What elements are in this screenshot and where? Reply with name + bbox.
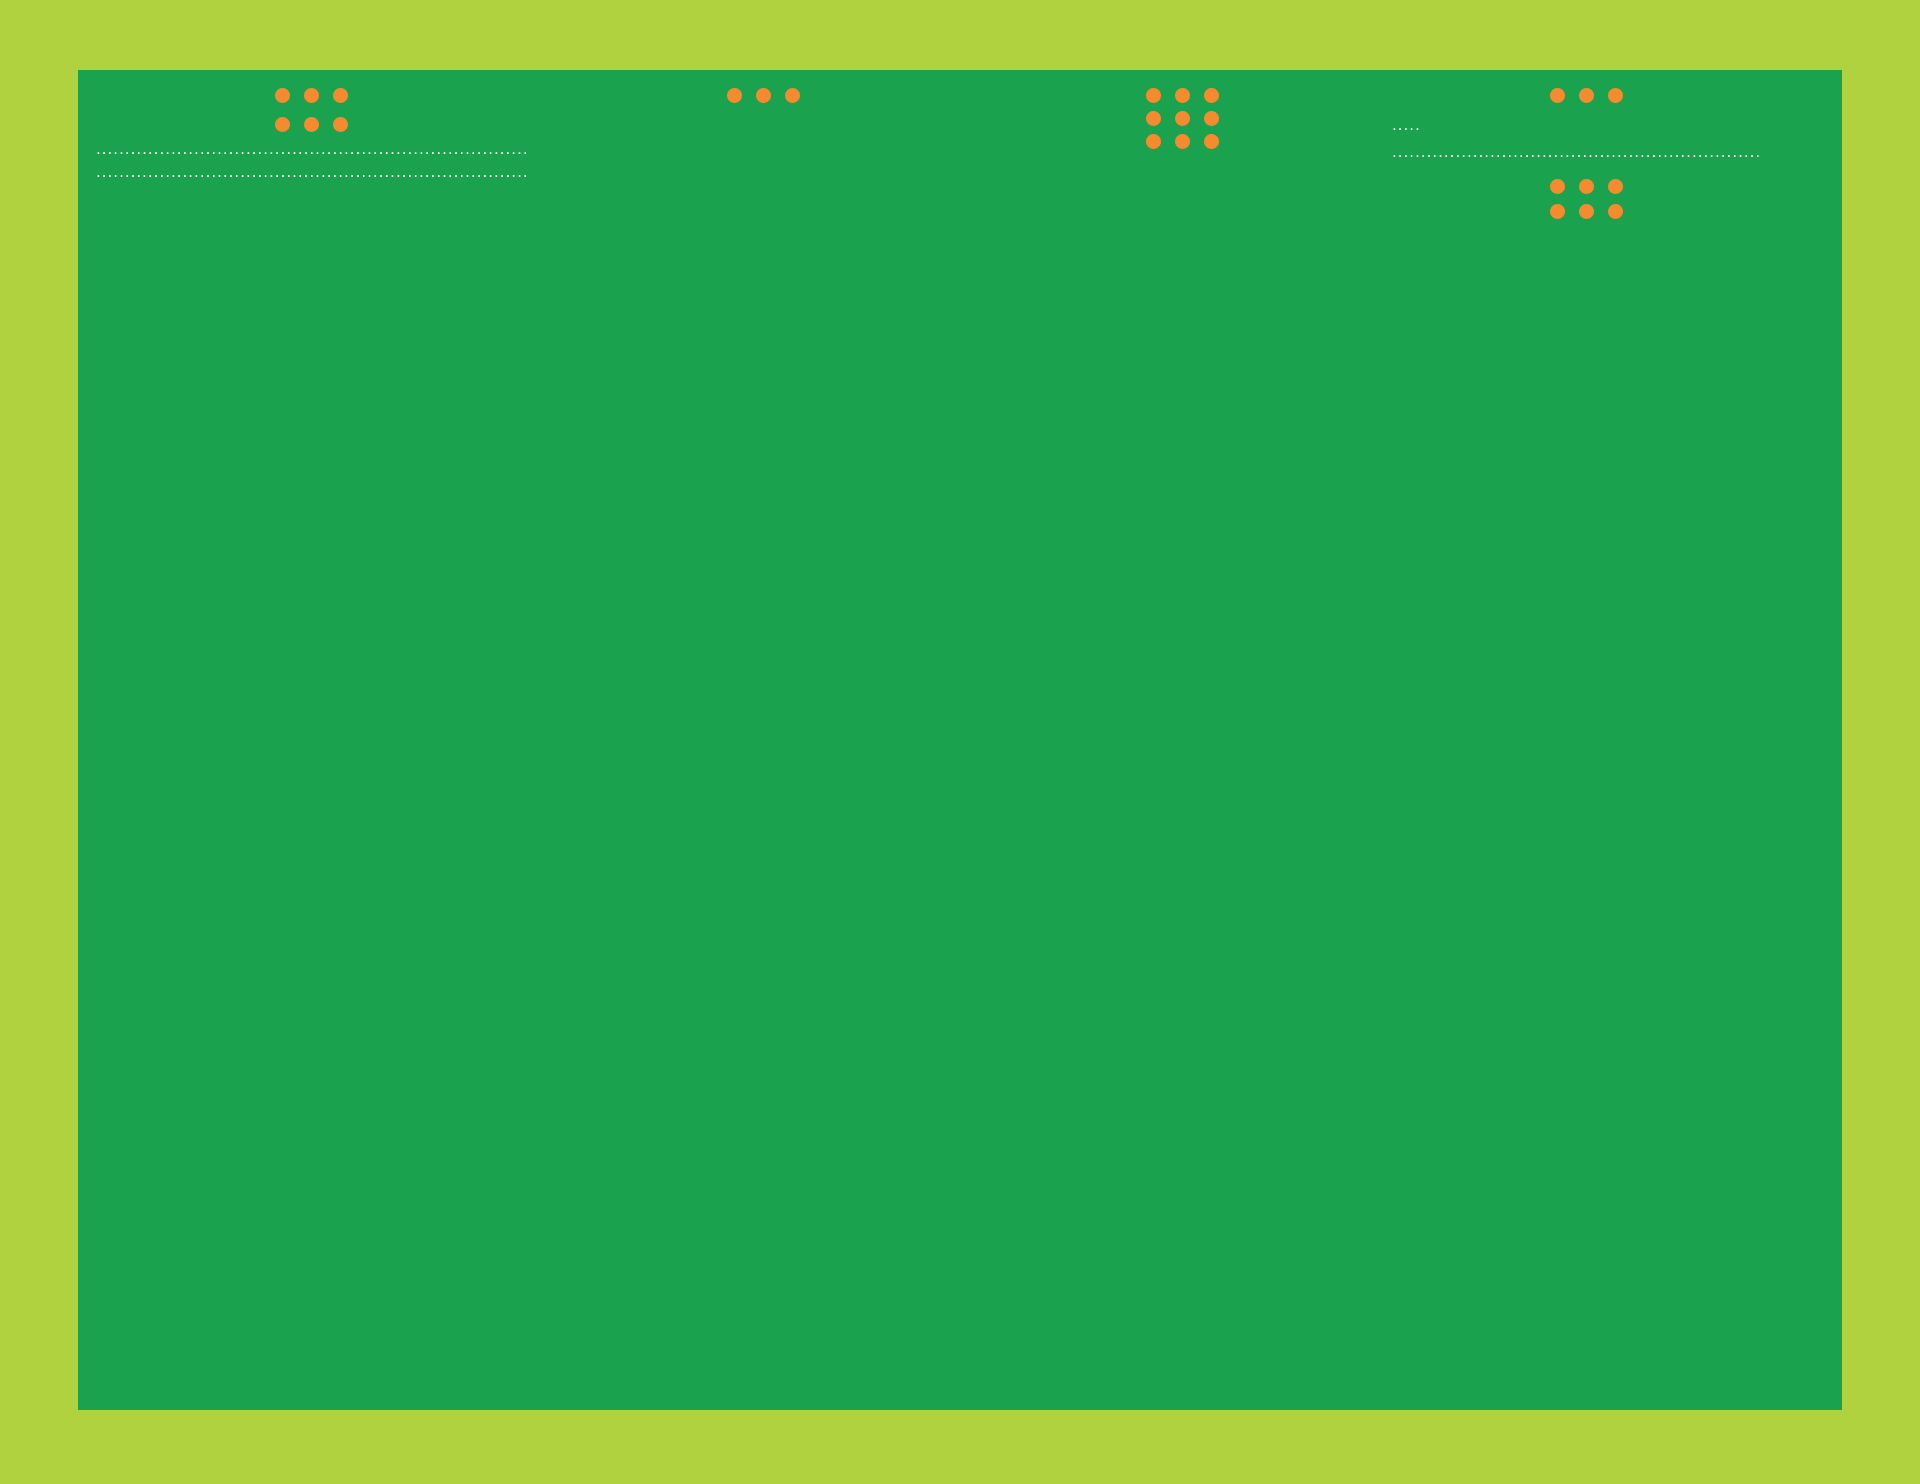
open-faced-item	[96, 138, 526, 161]
section-divider-dots	[976, 134, 1388, 149]
left-border-confetti	[0, 72, 78, 1412]
cold-drinks-list	[1376, 111, 1796, 165]
section-divider-dots	[976, 111, 1388, 126]
section-divider-dots	[563, 88, 963, 103]
menu-board	[78, 70, 1842, 1410]
bottom-border-dots	[0, 1412, 1920, 1484]
section-divider-dots	[1376, 88, 1796, 103]
section-divider-dots	[96, 88, 526, 103]
orange-juice-prices	[1392, 138, 1778, 165]
section-divider-dots	[976, 88, 1388, 103]
snacks-drinks-column	[1376, 70, 1796, 219]
breakfast-column	[96, 70, 526, 186]
fountain-drinks-item	[1392, 111, 1778, 138]
top-border-dots	[0, 0, 1920, 72]
section-divider-dots	[1376, 204, 1796, 219]
section-divider-dots	[96, 117, 526, 132]
section-divider-dots	[1376, 179, 1796, 194]
closed-faced-item	[96, 161, 526, 184]
right-border-confetti	[1842, 72, 1920, 1412]
lunch-salads-column	[976, 70, 1388, 149]
lunch-sandwiches-column	[563, 70, 963, 107]
